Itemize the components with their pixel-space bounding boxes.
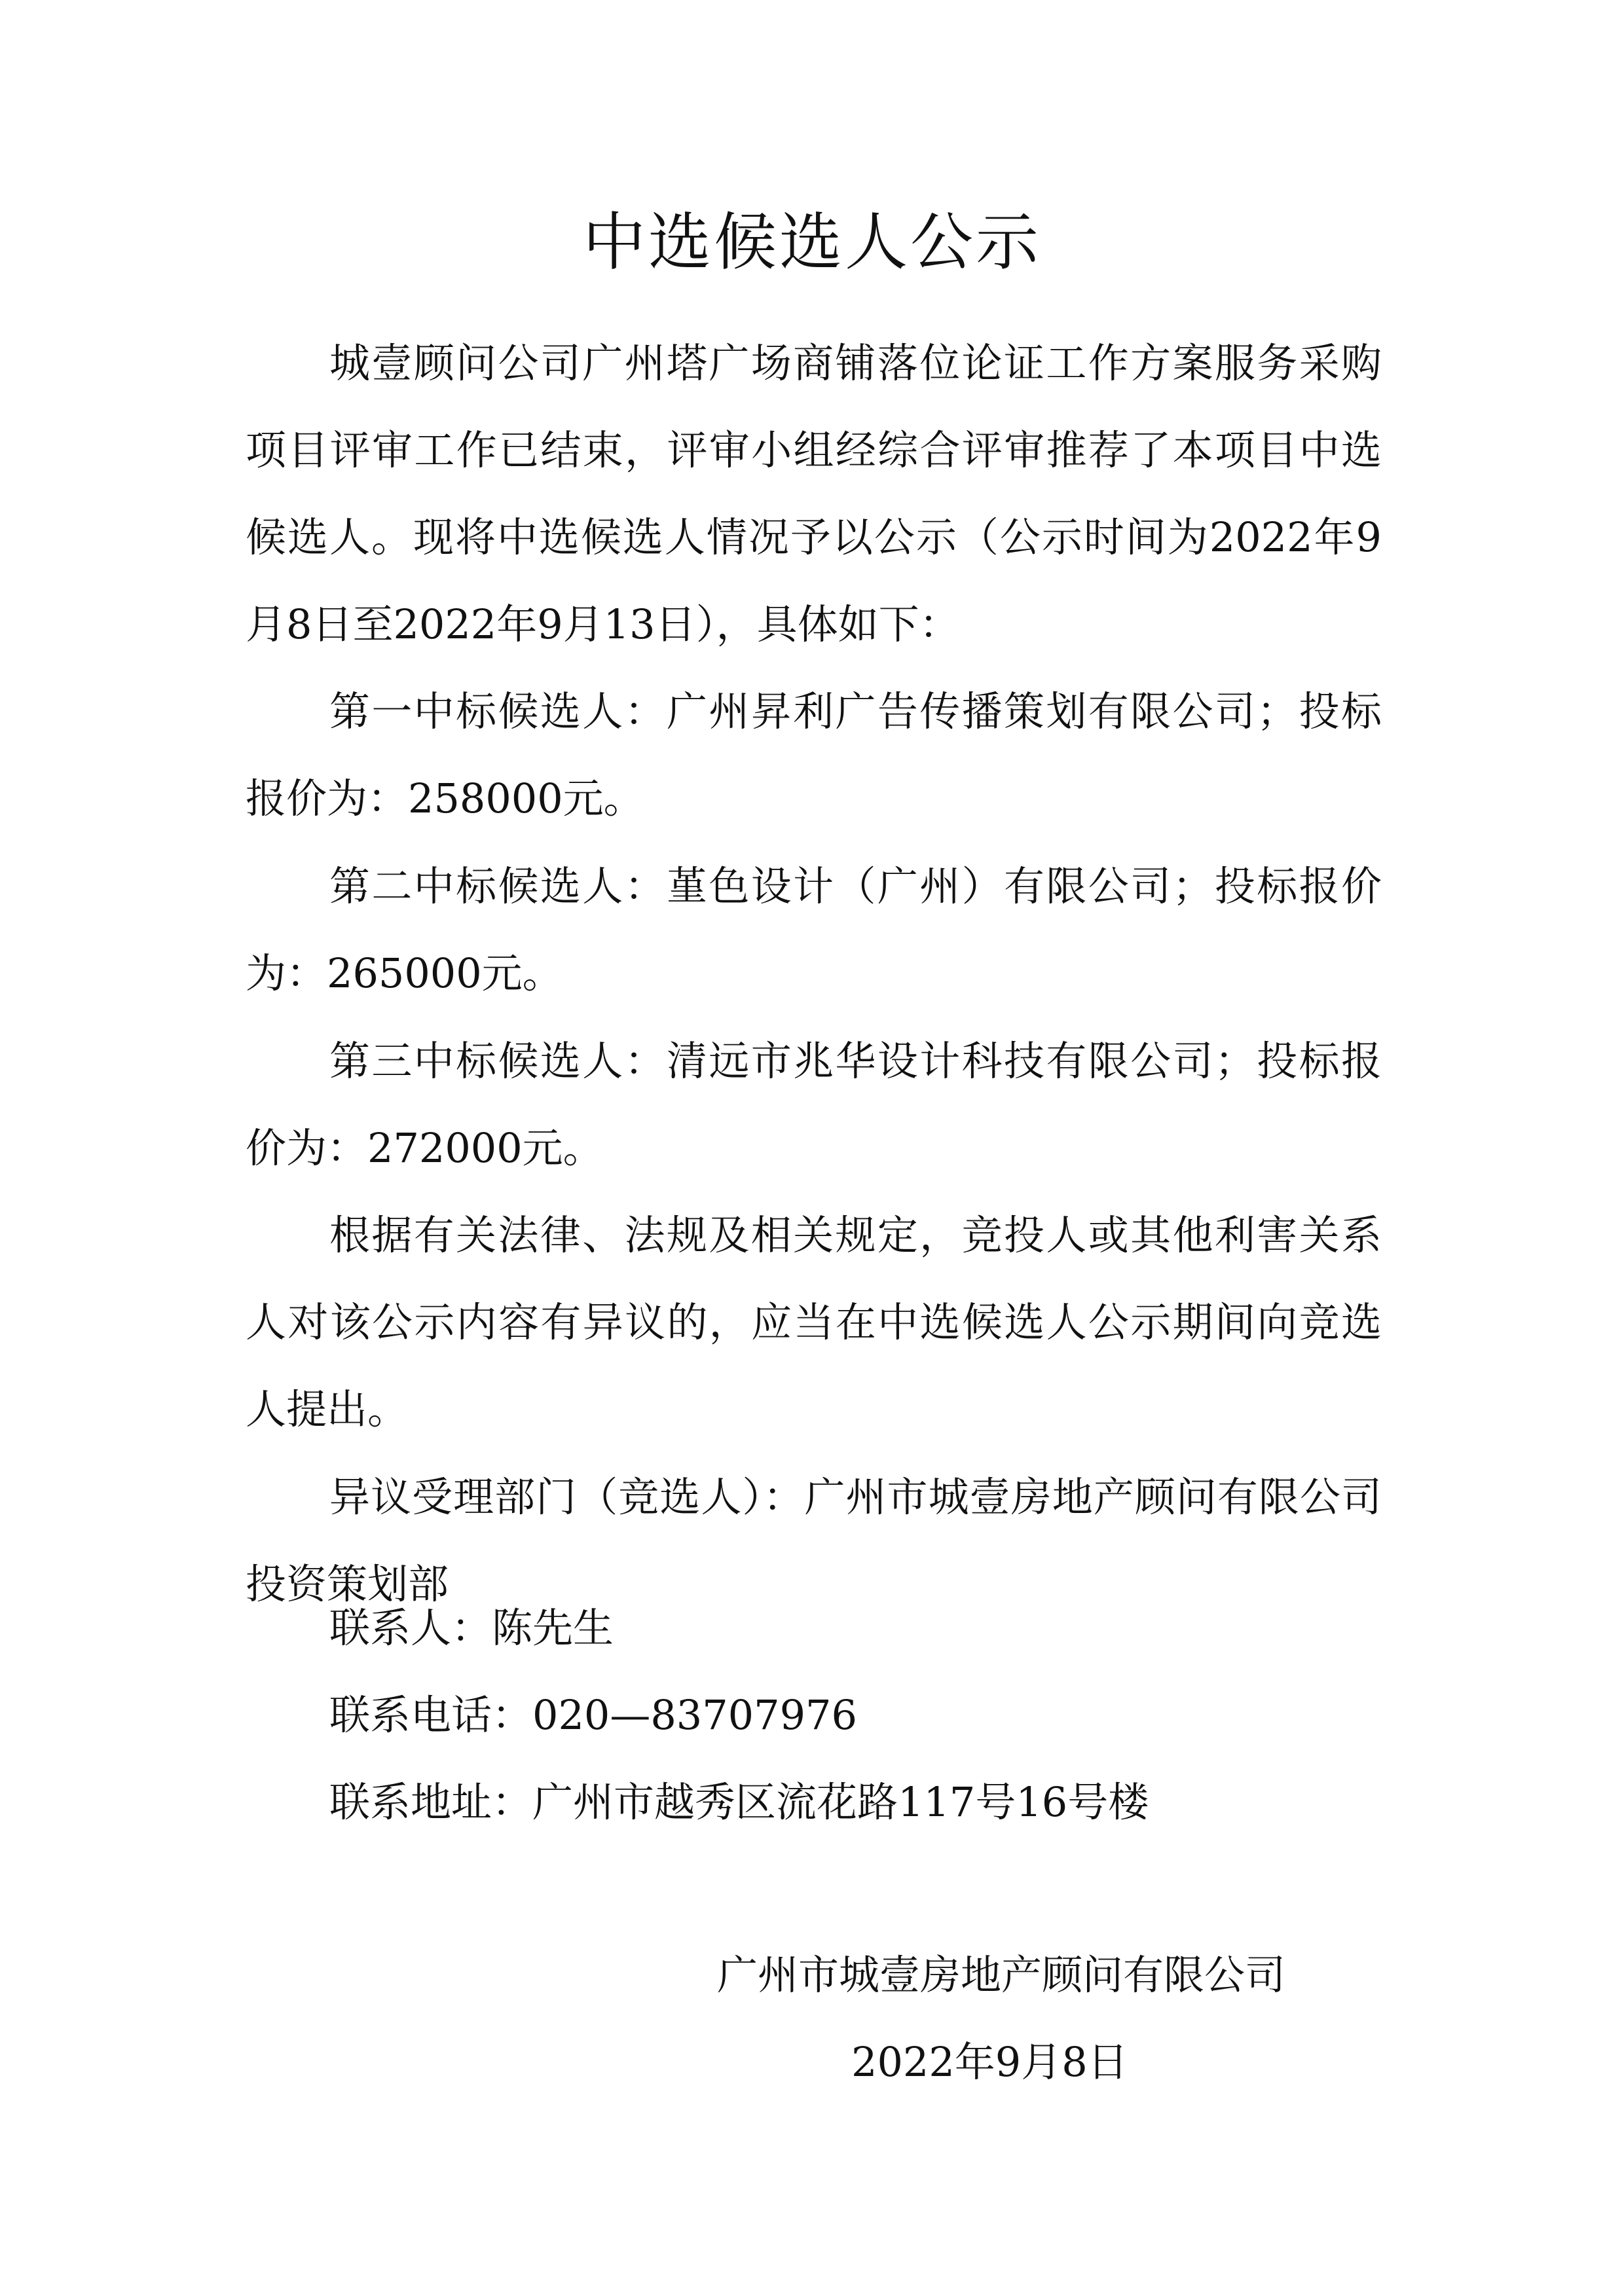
objection-paragraph: 根据有关法律、法规及相关规定，竞投人或其他利害关系人对该公示内容有异议的，应当在中选候选人公示期间向竞选人提出。 xyxy=(246,1211,1382,1433)
objection-department-paragraph: 异议受理部门（竞选人）：广州市城壹房地产顾问有限公司投资策划部 xyxy=(246,1473,1382,1608)
contact-phone: 联系电话：020—83707976 xyxy=(329,1691,857,1739)
contact-person: 联系人：陈先生 xyxy=(329,1604,614,1652)
signature-organization: 广州市城壹房地产顾问有限公司 xyxy=(717,1951,1286,1999)
document-title: 中选候选人公示 xyxy=(583,206,1041,279)
signature-date: 2022年9月8日 xyxy=(851,2038,1128,2086)
intro-paragraph: 城壹顾问公司广州塔广场商铺落位论证工作方案服务采购项目评审工作已结束，评审小组经综合评审推荐了本项目中选候选人。现将中选候选人情况予以公示（公示时间为2022年9月8日至2022年9月13日），具体如下： xyxy=(246,339,1382,648)
first-candidate-paragraph: 第一中标候选人：广州昇利广告传播策划有限公司；投标报价为：258000元。 xyxy=(246,687,1382,822)
contact-address: 联系地址：广州市越秀区流花路117号16号楼 xyxy=(329,1778,1149,1826)
third-candidate-paragraph: 第三中标候选人：清远市兆华设计科技有限公司；投标报价为：272000元。 xyxy=(246,1037,1382,1172)
second-candidate-paragraph: 第二中标候选人：堇色设计（广州）有限公司；投标报价为：265000元。 xyxy=(246,862,1382,997)
